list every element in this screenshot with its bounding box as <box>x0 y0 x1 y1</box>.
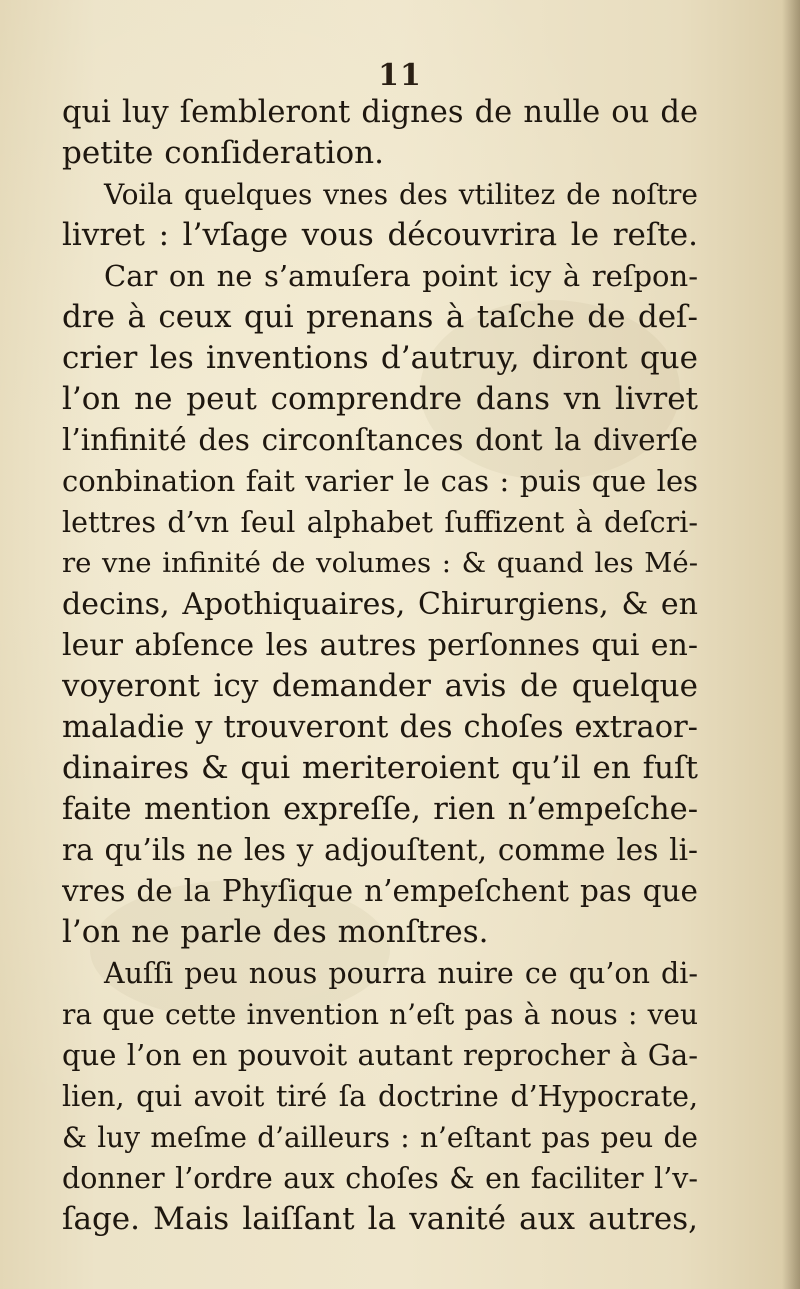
text-line: livret : l’vſage vous découvrira le reſte. <box>62 217 698 253</box>
text-line: petite conſideration. <box>62 135 384 171</box>
text-line: vres de la Phyſique n’empeſchent pas que <box>62 874 698 908</box>
text-line: qui luy ſembleront dignes de nulle ou de <box>62 95 698 130</box>
text-line: Auſſi peu nous pourra nuire ce qu’on di- <box>104 957 698 990</box>
page-number: 11 <box>378 58 422 93</box>
text-line: crier les inventions d’autruy, diront que <box>62 340 698 376</box>
text-line: leur abſence les autres perſonnes qui en- <box>62 628 698 663</box>
text-line: voyeront icy demander avis de quelque <box>62 668 698 704</box>
text-line: l’infinité des circonſtances dont la diverſe <box>62 423 698 457</box>
text-line: conbination fait varier le cas : puis que les <box>62 464 698 498</box>
text-line: lettres d’vn ſeul alphabet ſuffizent à deſcri- <box>62 506 698 539</box>
text-line: dinaires & qui meriteroient qu’il en fuſt <box>62 750 698 786</box>
text-line: donner l’ordre aux choſes & en faciliter l’v- <box>62 1162 698 1195</box>
text-line: que l’on en pouvoit autant reprocher à Ga- <box>62 1038 698 1072</box>
text-line: re vne infinité de volumes : & quand les Mé- <box>62 547 698 579</box>
text-line: lien, qui avoit tiré ſa doctrine d’Hypocrate, <box>62 1080 698 1113</box>
text-line: decins, Apothiquaires, Chirurgiens, & en <box>62 587 698 622</box>
page-edge-shadow <box>782 0 800 1289</box>
text-line: dre à ceux qui prenans à taſche de deſ- <box>62 299 698 335</box>
text-line: ſage. Mais laiſſant la vanité aux autres, <box>62 1201 698 1237</box>
text-line: maladie y trouveront des choſes extraor- <box>62 710 698 745</box>
text-line: Voila quelques vnes des vtilitez de noſtre <box>104 178 698 211</box>
text-line: faite mention expreſſe, rien n’empeſche- <box>62 792 698 827</box>
body-text <box>62 92 698 1240</box>
text-line: l’on ne parle des monſtres. <box>62 914 489 950</box>
text-line: ra que cette invention n’eſt pas à nous : veu <box>62 998 698 1031</box>
text-line: l’on ne peut comprendre dans vn livret <box>62 381 698 417</box>
text-line: & luy meſme d’ailleurs : n’eſtant pas peu de <box>62 1121 698 1154</box>
text-line: Car on ne s’amuſera point icy à reſpon- <box>104 259 698 293</box>
text-line: ra qu’ils ne les y adjouſtent, comme les li- <box>62 833 698 867</box>
